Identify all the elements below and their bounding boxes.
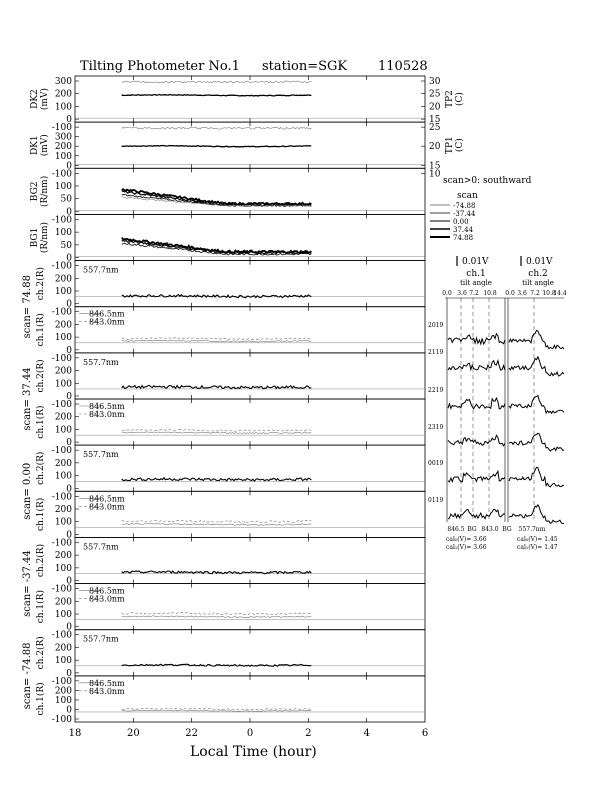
station-label: station=SGK (262, 59, 348, 74)
series-DK2 (122, 95, 312, 97)
scan-group-label: scan= 37.44 (22, 367, 33, 431)
y-axis-label-line: (R/nm) (40, 175, 50, 207)
y-axis-label (35, 544, 46, 577)
right-y-tick-label: 30 (429, 77, 441, 87)
panel-s2_ch1 (35, 399, 425, 448)
y-tick-label: -100 (51, 307, 72, 318)
y-tick-label: 100 (54, 656, 72, 667)
inset-bottom-label-ch2: 557.7nm (518, 526, 546, 533)
cal-ch2: cal₁(V)= 1.47 (517, 544, 558, 551)
y-axis-label (35, 405, 46, 438)
panel-s5_ch2 (22, 630, 425, 709)
y-axis-label (35, 452, 46, 485)
y-axis-label-line: (mV) (40, 88, 50, 111)
series-TP1 (122, 127, 312, 129)
panel-frame (75, 261, 425, 307)
tilt-label-ch1: tilt angle (460, 279, 492, 287)
y-tick-label: 0 (66, 253, 72, 264)
ch1-tick-label: 3.6 (457, 290, 467, 297)
inset-trace-ch2 (509, 467, 564, 487)
inset-time-label: 0119 (428, 497, 444, 504)
panel-stack (22, 76, 465, 725)
panel-s5_ch1 (35, 676, 425, 725)
y-tick-label: -100 (51, 215, 72, 226)
y-axis-label-line: (mV) (40, 134, 50, 157)
series--74-88 (122, 238, 312, 253)
y-tick-label: 100 (54, 102, 72, 113)
panel-frame (75, 537, 425, 583)
inset-scan-plot (428, 256, 567, 551)
ch2-tick-label: 14.4 (553, 290, 567, 297)
x-tick-label: 18 (68, 728, 82, 739)
right-y-tick-label: 15 (429, 115, 441, 126)
y-tick-label: 100 (54, 151, 72, 162)
y-tick-label: 200 (54, 551, 72, 562)
panel-legend-label: 843.0nm (89, 502, 125, 512)
y-tick-label: 200 (54, 89, 72, 100)
y-tick-label: -100 (51, 715, 72, 725)
scan-group-label: scan= -37.44 (22, 550, 33, 617)
y-tick-label: 100 (54, 517, 72, 528)
series--74-88 (122, 189, 312, 204)
y-axis-label-line: DK2 (30, 89, 40, 109)
y-tick-label: 200 (54, 366, 72, 377)
x-axis (69, 728, 429, 739)
scan-legend-label: -37.44 (453, 210, 476, 218)
inset-bottom-label-ch1: BG (502, 526, 512, 533)
panel-frame (75, 76, 425, 122)
date-label: 110528 (378, 59, 428, 74)
y-tick-label: 200 (54, 412, 72, 423)
inset-trace-ch1 (448, 398, 505, 409)
inset-time-label: 2219 (428, 387, 444, 394)
tilt-label-ch2: tilt angle (522, 279, 554, 287)
panel-s1_ch1 (35, 307, 425, 356)
y-tick-label: -100 (51, 446, 72, 457)
inset-trace-ch2 (509, 396, 564, 414)
panel-legend-label: 557.7nm (83, 450, 119, 460)
x-axis-label: Local Time (hour) (190, 744, 317, 760)
panel-legend-label: 846.5nm (89, 402, 125, 411)
series-TP2 (122, 81, 312, 83)
y-tick-label: 100 (54, 287, 72, 297)
y-tick-label: 0 (66, 668, 72, 679)
panel-frame (75, 445, 425, 491)
y-axis-label-line: BG2 (30, 181, 40, 202)
panel-legend-label: 843.0nm (89, 317, 125, 327)
y-axis-label (35, 590, 46, 623)
y-axis-label-line: ch.2(R) (36, 359, 46, 393)
inset-time-label: 2319 (428, 424, 444, 431)
inset-trace-ch1 (448, 471, 505, 482)
x-tick-label: 20 (126, 728, 140, 739)
ch2-tick-label: 0.0 (505, 290, 515, 297)
y-tick-label: 100 (54, 333, 72, 344)
scan-legend-label: 0.00 (453, 218, 469, 226)
scan-group-label: scan= 74.88 (22, 275, 33, 339)
panel-bg2 (30, 168, 441, 217)
y-tick-label: -100 (51, 630, 72, 641)
y-axis-label-line: ch.1(R) (36, 313, 46, 347)
series-557-7nm (122, 386, 312, 389)
y-tick-label: -100 (51, 400, 72, 410)
panel-legend-label: 846.5nm (89, 494, 125, 504)
y-tick-label: 200 (54, 320, 72, 331)
scan-legend (430, 176, 532, 242)
panel-frame (75, 353, 425, 399)
y-tick-label: 0 (66, 705, 72, 716)
series-557-7nm (122, 478, 312, 482)
panel-legend-label: 846.5nm (89, 678, 125, 688)
y-tick-label: 0 (66, 392, 72, 402)
y-axis-label-line: (R/nm) (40, 221, 50, 254)
inset-trace-ch1 (448, 509, 505, 519)
scale-label-ch1: 0.01V (462, 257, 489, 267)
scan-legend-label: -74.88 (453, 202, 476, 210)
panel-s3_ch1 (35, 491, 425, 540)
x-tick-label: 6 (421, 728, 429, 739)
y-tick-label: -100 (51, 538, 72, 549)
y-tick-label: 200 (54, 643, 72, 654)
panel-frame (75, 630, 425, 676)
y-axis-label-line: ch.2(R) (36, 451, 46, 485)
y-tick-label: 100 (54, 471, 72, 482)
ch2-title: ch.2 (528, 269, 548, 279)
y-tick-label: -100 (51, 353, 72, 364)
inset-bottom-label-ch1: 843.0 (481, 526, 499, 533)
y-axis-label-line: ch.1(R) (36, 497, 46, 531)
series-846-5nm (122, 432, 312, 434)
y-tick-label: -100 (51, 261, 72, 272)
y-tick-label: 0 (66, 207, 72, 218)
x-tick-label: 0 (246, 728, 254, 739)
right-y-tick-label: 20 (429, 102, 441, 113)
panel-dk2 (30, 76, 465, 125)
scan-direction-note: scan>0: southward (443, 176, 532, 186)
y-tick-label: 100 (54, 379, 72, 390)
right-y-axis-label (445, 90, 465, 108)
y-tick-label: 100 (54, 228, 72, 239)
series-846-5nm (122, 616, 312, 618)
series-843-0nm (122, 708, 312, 710)
inset-trace-ch1 (448, 435, 505, 445)
y-axis-label (35, 359, 46, 392)
scan-group-label: scan= 0.00 (22, 462, 33, 520)
panel-frame (75, 214, 425, 260)
panel-s2_ch2 (22, 353, 425, 431)
series-843-0nm (122, 338, 312, 340)
y-tick-label: 0 (66, 484, 72, 495)
panel-frame (75, 168, 425, 214)
y-tick-label: 200 (54, 686, 72, 697)
y-tick-label: 0 (66, 161, 72, 172)
y-tick-label: -100 (51, 584, 72, 595)
y-axis-label (30, 134, 50, 156)
scan-legend-title: scan (457, 191, 478, 201)
y-axis-label (30, 88, 50, 110)
panel-s3_ch2 (22, 445, 425, 520)
y-tick-label: 0 (66, 576, 72, 587)
right-y-tick-label: 15 (429, 161, 441, 172)
inset-bottom-label-ch1: 846.5 (447, 526, 465, 533)
y-axis-label-line: DK1 (30, 135, 40, 156)
right-y-axis-label-line: TP2 (445, 90, 455, 108)
panel-dk1 (30, 122, 465, 171)
inset-time-label: 0019 (428, 460, 444, 467)
y-axis-label (35, 267, 46, 300)
y-tick-label: 100 (54, 610, 72, 620)
y-tick-label: -100 (51, 169, 72, 180)
panel-frame (75, 584, 425, 630)
inset-time-label: 2119 (428, 349, 444, 356)
panel-legend-label: 557.7nm (83, 265, 119, 275)
y-tick-label: -100 (51, 123, 72, 134)
y-axis-label (30, 176, 50, 207)
panel-frame (75, 676, 425, 722)
y-tick-label: 50 (60, 240, 72, 251)
panel-legend-label: 557.7nm (83, 542, 119, 552)
panel-frame (75, 307, 425, 353)
y-tick-label: 200 (54, 142, 72, 153)
cal-ch1: cal₁(V)= 3.66 (446, 544, 487, 551)
inset-trace-ch2 (509, 433, 564, 451)
right-y-tick-label: 20 (429, 142, 441, 153)
panel-legend-label: 557.7nm (83, 634, 119, 644)
y-tick-label: 0 (66, 299, 72, 310)
scan-legend-label: 37.44 (453, 226, 474, 234)
y-tick-label: 300 (54, 132, 72, 143)
y-tick-label: 0 (66, 438, 72, 449)
series-843-0nm (122, 429, 312, 431)
y-tick-label: 100 (54, 563, 72, 574)
chart-title: Tilting Photometer No.1 (80, 59, 240, 74)
panel-legend-label: 846.5nm (89, 309, 125, 319)
y-tick-label: 50 (60, 194, 72, 205)
panel-s1_ch2 (22, 261, 425, 339)
y-axis-label-line: BG1 (30, 227, 40, 248)
series-DK1 (122, 146, 312, 147)
y-tick-label: 100 (54, 425, 72, 436)
right-y-axis-label-line: (C) (455, 138, 465, 153)
panel-frame (75, 491, 425, 537)
ch1-tick-label: 10.8 (483, 290, 497, 297)
y-tick-label: 0 (66, 115, 72, 126)
y-tick-label: 0 (66, 530, 72, 541)
y-axis-label (30, 222, 50, 253)
y-axis-label (35, 498, 46, 531)
panel-legend-label: 846.5nm (89, 586, 125, 596)
scale-label-ch2: 0.01V (526, 257, 553, 267)
scan-legend-label: 74.88 (453, 234, 474, 242)
series-557-7nm (122, 295, 312, 298)
cal-ch1: cal₀(V)= 3.66 (446, 536, 487, 543)
series-843-0nm (122, 520, 312, 523)
x-tick-label: 2 (305, 728, 312, 739)
ch2-tick-label: 10.8 (542, 290, 556, 297)
right-y-tick-label: 10 (429, 169, 441, 180)
y-axis-label (35, 682, 46, 715)
ch1-title: ch.1 (466, 269, 486, 279)
y-tick-label: 0 (66, 345, 72, 356)
y-tick-label: 100 (54, 695, 72, 706)
panel-frame (75, 122, 425, 168)
y-tick-label: 300 (54, 77, 72, 87)
inset-trace-ch1 (448, 334, 505, 344)
right-y-axis-label-line: TP1 (445, 136, 455, 155)
right-y-axis-label-line: (C) (455, 92, 465, 107)
inset-trace-ch2 (509, 357, 564, 376)
cal-ch2: cal₀(V)= 1.45 (517, 536, 558, 543)
panel-s4_ch2 (22, 537, 425, 616)
y-tick-label: -100 (51, 492, 72, 503)
series-843-0nm (122, 613, 312, 615)
y-tick-label: -100 (51, 676, 72, 687)
y-axis-label-line: ch.2(R) (36, 543, 46, 578)
y-axis-label-line: ch.2(R) (36, 636, 46, 670)
y-tick-label: 100 (54, 182, 72, 192)
ch2-tick-label: 7.2 (530, 290, 540, 297)
panel-frame (75, 399, 425, 445)
inset-trace-ch2 (509, 330, 564, 348)
series-846-5nm (122, 340, 312, 342)
ch2-tick-label: 3.6 (517, 290, 527, 297)
y-tick-label: 200 (54, 458, 72, 469)
y-axis-label (35, 313, 46, 346)
panel-legend-label: 557.7nm (83, 357, 119, 367)
panel-legend-label: 843.0nm (89, 410, 125, 419)
inset-bottom-label-ch1: BG (467, 526, 477, 533)
inset-trace-ch2 (509, 505, 564, 524)
series-846-5nm (122, 710, 312, 712)
y-axis-label (35, 636, 46, 669)
y-tick-label: 200 (54, 597, 72, 608)
y-axis-label-line: ch.1(R) (36, 682, 46, 716)
right-y-tick-label: 25 (429, 123, 441, 134)
y-axis-label-line: ch.1(R) (36, 590, 46, 624)
panel-s4_ch1 (35, 584, 425, 633)
y-axis-label-line: ch.1(R) (36, 405, 46, 439)
y-tick-label: 0 (66, 622, 72, 633)
panel-legend-label: 843.0nm (89, 594, 125, 604)
ch1-tick-label: 7.2 (469, 290, 479, 297)
y-tick-label: 200 (54, 505, 72, 515)
inset-trace-ch1 (448, 361, 505, 371)
x-tick-label: 22 (185, 728, 199, 739)
panel-legend-label: 843.0nm (89, 686, 125, 696)
scan-group-label: scan= -74.88 (22, 642, 33, 710)
y-tick-label: 200 (54, 274, 72, 285)
x-tick-label: 4 (363, 728, 370, 739)
right-y-axis-label (445, 136, 465, 154)
y-axis-label-line: ch.2(R) (36, 267, 46, 301)
right-y-tick-label: 25 (429, 89, 441, 100)
ch1-tick-label: 0.0 (442, 290, 452, 297)
series-846-5nm (122, 523, 312, 525)
inset-time-label: 2019 (428, 322, 444, 329)
panel-bg1 (30, 214, 425, 263)
